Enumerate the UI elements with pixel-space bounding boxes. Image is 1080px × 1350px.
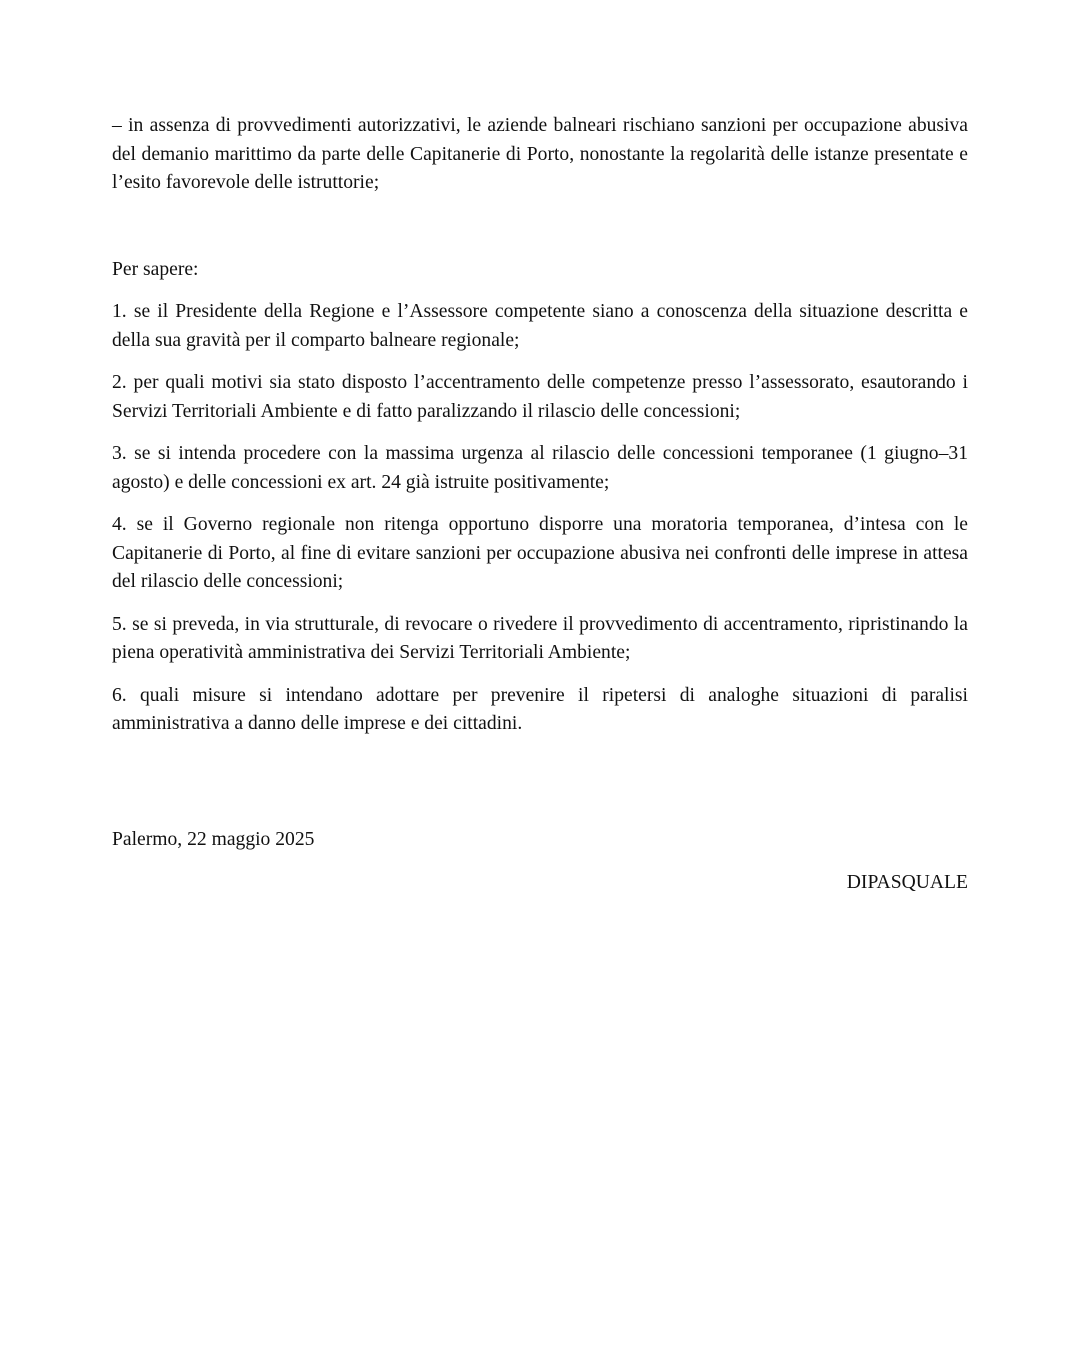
question-item: 6. quali misure si intendano adottare per prevenire il ripetersi di analoghe situazioni di paralisi amministrativa a danno delle imprese e dei cittadini.: [112, 684, 968, 734]
question-item: 3. se si intenda procedere con la massima urgenza al rilascio delle concessioni temporanee (1 giugno–31 agosto) e delle concessioni ex art. 24 già istruite positivamente;: [112, 443, 968, 493]
section-heading: Per sapere:: [112, 259, 199, 280]
question-item: 1. se il Presidente della Regione e l’Assessore competente siano a conoscenza della situazione descritta e della sua gravità per il comparto balneare regionale;: [112, 301, 968, 351]
signature: DIPASQUALE: [846, 872, 968, 893]
question-item: 4. se il Governo regionale non ritenga opportuno disporre una moratoria temporanea, d’intesa con le Capitanerie di Porto, al fine di evitare sanzioni per occupazione abusiva nei confronti delle imprese in attesa del rilascio delle concessioni;: [112, 514, 968, 592]
question-item: 5. se si preveda, in via strutturale, di revocare o rivedere il provvedimento di accentramento, ripristinando la piena operatività amministrativa dei Servizi Territoriali Ambiente;: [112, 613, 968, 663]
question-item: 2. per quali motivi sia stato disposto l’accentramento delle competenze presso l’assessorato, esautorando i Servizi Territoriali Ambiente e di fatto paralizzando il rilascio delle concessioni;: [112, 372, 968, 422]
intro-paragraph: – in assenza di provvedimenti autorizzativi, le aziende balneari rischiano sanzioni per occupazione abusiva del demanio marittimo da parte delle Capitanerie di Porto, nonostante la regolarità delle istanze presentate e l’esito favorevole delle istruttorie;: [112, 115, 968, 193]
place-date: Palermo, 22 maggio 2025: [112, 829, 315, 850]
questions-list: [112, 298, 968, 753]
document-page: [112, 112, 968, 893]
